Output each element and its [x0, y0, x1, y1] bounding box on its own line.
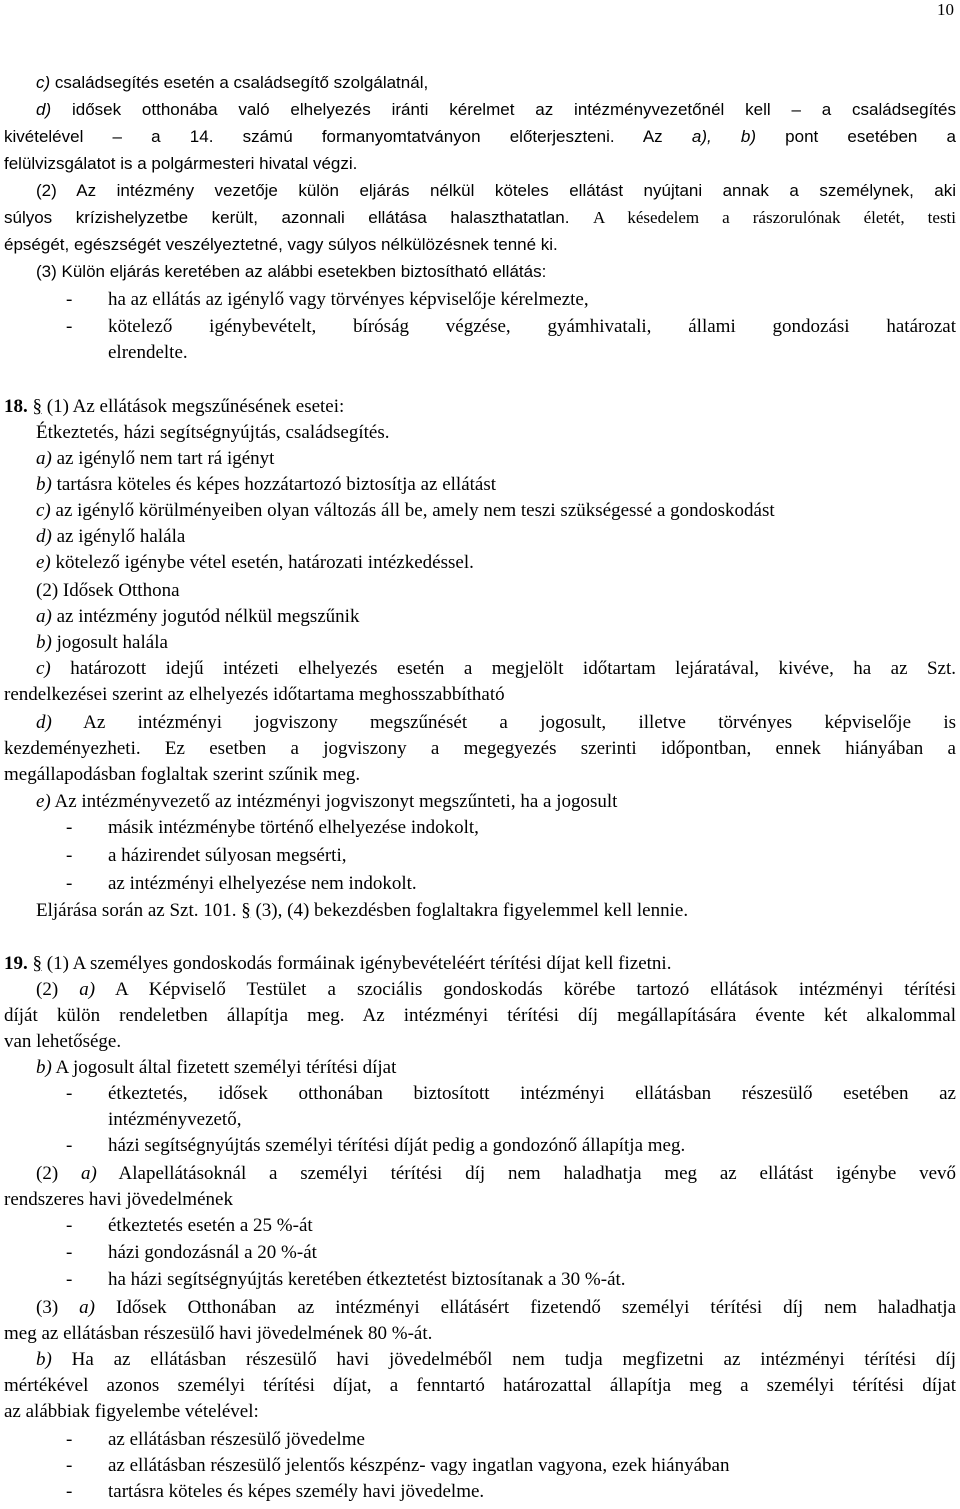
bullet-item: elrendelte.	[108, 342, 188, 363]
text-line	[36, 1057, 956, 1079]
text-run: a)	[36, 606, 52, 627]
text-run: a)	[36, 448, 52, 469]
text-run: c)	[36, 500, 51, 521]
bullet-item: házi gondozásnál a 20 %-át	[108, 1242, 317, 1263]
text-run: (2) Az intézmény vezetője külön eljárás nélkül köteles ellátást nyújtani annak a személynek, aki	[36, 181, 956, 200]
text-run: Eljárása során az Szt. 101.	[36, 900, 242, 921]
text-run: rendszeres havi jövedelmének	[4, 1189, 233, 1210]
text-run: (2) Idősek Otthona	[36, 580, 180, 601]
text-line	[36, 1163, 956, 1185]
text-run: családsegítés esetén a családsegítő szolgálatnál,	[50, 73, 429, 92]
bullet-item: az ellátásban részesülő jelentős készpénz- vagy ingatlan vagyona, ezek hiányában	[108, 1455, 730, 1476]
text-run: díját külön rendeletben állapítja meg. Az intézményi térítési díj megállapítására évente két alkalommal	[4, 1005, 956, 1026]
text-run: az igénylő nem tart rá igényt	[51, 448, 275, 469]
text-run: (3) Külön eljárás keretében az alábbi esetekben biztosítható ellátás:	[36, 262, 547, 281]
text-line	[36, 448, 956, 470]
text-run	[712, 127, 741, 146]
bullet-item: tartásra köteles és képes személy havi jövedelme.	[108, 1481, 485, 1502]
text-run: (1) Az ellátások megszűnésének esetei:	[42, 396, 345, 417]
text-run: kivételével – a 14. számú formanyomtatványon előterjeszteni. Az	[4, 127, 692, 146]
text-line	[4, 1189, 956, 1211]
text-run: Idősek Otthonában az intézményi ellátásért fizetendő személyi térítési díj nem haladhatja	[95, 1297, 957, 1318]
bullet-dash: -	[66, 316, 73, 337]
bullet-item: étkeztetés, idősek otthonában biztosított intézményi ellátásban részesülő esetében az	[108, 1083, 956, 1104]
text-line	[36, 422, 956, 444]
text-run: b)	[36, 474, 52, 495]
page-number: 10	[937, 0, 954, 19]
text-run: a),	[691, 127, 712, 146]
text-run: §	[241, 900, 251, 921]
text-line	[4, 1005, 956, 1027]
text-line	[36, 552, 956, 574]
text-run: d)	[36, 712, 52, 733]
text-run: Étkeztetés, házi segítségnyújtás, családsegítés.	[36, 422, 390, 443]
bullet-item: házi segítségnyújtás személyi térítési díját pedig a gondozónő állapítja meg.	[108, 1135, 686, 1156]
text-run: §	[32, 953, 42, 974]
text-line	[36, 606, 956, 628]
text-run: b)	[36, 632, 52, 653]
text-run: c)	[36, 73, 51, 92]
text-line	[4, 154, 956, 174]
text-run: (3)	[36, 1297, 80, 1318]
text-run: c)	[36, 658, 51, 679]
text-run: Ha az ellátásban részesülő havi jövedelméből nem tudja megfizetni az intézményi térítési díj	[51, 1349, 956, 1370]
text-run: pont esetében a	[756, 127, 956, 146]
text-run: az igénylő halála	[51, 526, 186, 547]
text-line	[36, 658, 956, 680]
bullet-dash: -	[66, 1083, 73, 1104]
text-run: b)	[36, 1057, 52, 1078]
text-run: mértékével azonos személyi térítési díjat, a fenntartó határozattal állapítja meg a személyi térítési díjat	[4, 1375, 956, 1396]
text-run: kötelező igénybe vétel esetén, határozati intézkedéssel.	[50, 552, 474, 573]
text-line	[4, 738, 956, 760]
text-line	[36, 1349, 956, 1371]
text-line	[4, 1401, 956, 1423]
text-run: (3), (4) bekezdésben foglaltakra figyelemmel kell lennie.	[250, 900, 689, 921]
text-line	[36, 500, 956, 522]
text-line	[4, 1375, 956, 1397]
text-line	[4, 235, 956, 255]
bullet-dash: -	[66, 1481, 73, 1502]
text-line	[36, 181, 956, 201]
text-run: az igénylő körülményeiben olyan változás áll be, amely nem teszi szükségessé a gondoskodást	[50, 500, 775, 521]
text-run: Alapellátásoknál a személyi térítési díj nem haladhatja meg az ellátást igénybe vevő	[96, 1163, 956, 1184]
text-run: Az intézményvezető az intézményi jogviszonyt megszűnteti, ha a jogosult	[50, 791, 618, 812]
text-run: felülvizsgálatot is a polgármesteri hivatal végzi.	[4, 154, 358, 173]
text-line	[4, 396, 956, 418]
bullet-item: intézményvezető,	[108, 1109, 242, 1130]
bullet-item: ha az ellátás az igénylő vagy törvényes képviselője kérelmezte,	[108, 289, 589, 310]
text-run: (1) A személyes gondoskodás formáinak igénybevételéért térítési díjat kell fizetni.	[42, 953, 672, 974]
text-run: meg az ellátásban részesülő havi jövedelmének 80 %-át.	[4, 1323, 433, 1344]
text-line	[36, 474, 956, 496]
text-line	[36, 632, 956, 654]
text-run: §	[32, 396, 42, 417]
text-line	[36, 73, 956, 93]
bullet-item: kötelező igénybevételt, bíróság végzése, gyámhivatali, állami gondozási határozat	[108, 316, 956, 337]
bullet-item: másik intézménybe történő elhelyezése indokolt,	[108, 817, 479, 838]
text-run: d)	[36, 100, 52, 119]
text-run: jogosult halála	[51, 632, 168, 653]
bullet-dash: -	[66, 1215, 73, 1236]
text-line	[4, 764, 956, 786]
text-run: a)	[79, 1297, 95, 1318]
text-run: épségét, egészségét veszélyeztetné, vagy súlyos nélkülözésnek tenné ki.	[4, 235, 558, 254]
bullet-dash: -	[66, 817, 73, 838]
text-line	[4, 684, 956, 706]
text-run: Az intézményi jogviszony megszűnését a jogosult, illetve törvényes képviselője is	[51, 712, 956, 733]
bullet-dash: -	[66, 1455, 73, 1476]
text-run: A jogosult által fizetett személyi térítési díjat	[51, 1057, 397, 1078]
text-line	[36, 1297, 956, 1319]
text-run: 18.	[4, 396, 28, 417]
text-run: az alábbiak figyelembe vételével:	[4, 1401, 259, 1422]
text-run: a)	[80, 1163, 97, 1184]
text-run: tartásra köteles és képes hozzátartozó biztosítja az ellátást	[51, 474, 497, 495]
text-line	[36, 900, 956, 922]
text-line	[36, 791, 956, 813]
text-run: határozott idejű intézeti elhelyezés esetén a megjelölt időtartam lejáratával, kivéve, ha az Szt.	[50, 658, 956, 679]
text-run: b)	[740, 127, 756, 146]
bullet-item: ha házi segítségnyújtás keretében étkeztetést biztosítanak a 30 %-át.	[108, 1269, 626, 1290]
text-run: rendelkezései szerint az elhelyezés időtartama meghosszabbítható	[4, 684, 505, 705]
text-run: A késedelem a rászorulónak életét, testi	[593, 208, 957, 227]
bullet-item: az ellátásban részesülő jövedelme	[108, 1429, 365, 1450]
bullet-dash: -	[66, 289, 73, 310]
text-run: b)	[36, 1349, 52, 1370]
text-run: 19.	[4, 953, 28, 974]
bullet-dash: -	[66, 1135, 73, 1156]
text-run: d)	[36, 526, 52, 547]
text-line	[4, 208, 956, 228]
bullet-dash: -	[66, 1269, 73, 1290]
text-line	[4, 1031, 956, 1053]
text-run: e)	[36, 552, 51, 573]
text-run: a)	[79, 979, 96, 1000]
bullet-dash: -	[66, 1242, 73, 1263]
bullet-item: étkeztetés esetén a 25 %-át	[108, 1215, 313, 1236]
text-line	[36, 979, 956, 1001]
text-run: van lehetősége.	[4, 1031, 122, 1052]
text-run: A Képviselő Testület a szociális gondoskodás körébe tartozó ellátások intézményi térítési	[95, 979, 956, 1000]
bullet-dash: -	[66, 845, 73, 866]
text-run: (2)	[36, 979, 80, 1000]
bullet-dash: -	[66, 1429, 73, 1450]
text-line	[36, 526, 956, 548]
text-run: (2)	[36, 1163, 81, 1184]
text-line	[36, 712, 956, 734]
text-run: e)	[36, 791, 51, 812]
text-line	[36, 262, 956, 282]
text-run: idősek otthonába való elhelyezés iránti kérelmet az intézményvezetőnél kell – a családsegítés	[51, 100, 956, 119]
text-line	[4, 1323, 956, 1345]
bullet-dash: -	[66, 873, 73, 894]
text-run: az intézmény jogutód nélkül megszűnik	[51, 606, 360, 627]
bullet-item: az intézményi elhelyezése nem indokolt.	[108, 873, 417, 894]
text-run: megállapodásban foglaltak szerint szűnik meg.	[4, 764, 361, 785]
text-run: súlyos krízishelyzetbe került, azonnali ellátása halaszthatatlan.	[4, 208, 593, 227]
text-run: kezdeményezheti. Ez esetben a jogviszony a megegyezés szerinti időpontban, ennek hiányában a	[4, 738, 956, 759]
text-line	[36, 580, 956, 602]
bullet-item: a házirendet súlyosan megsérti,	[108, 845, 347, 866]
text-line	[4, 953, 956, 975]
text-line	[36, 100, 956, 120]
text-line	[4, 127, 956, 147]
